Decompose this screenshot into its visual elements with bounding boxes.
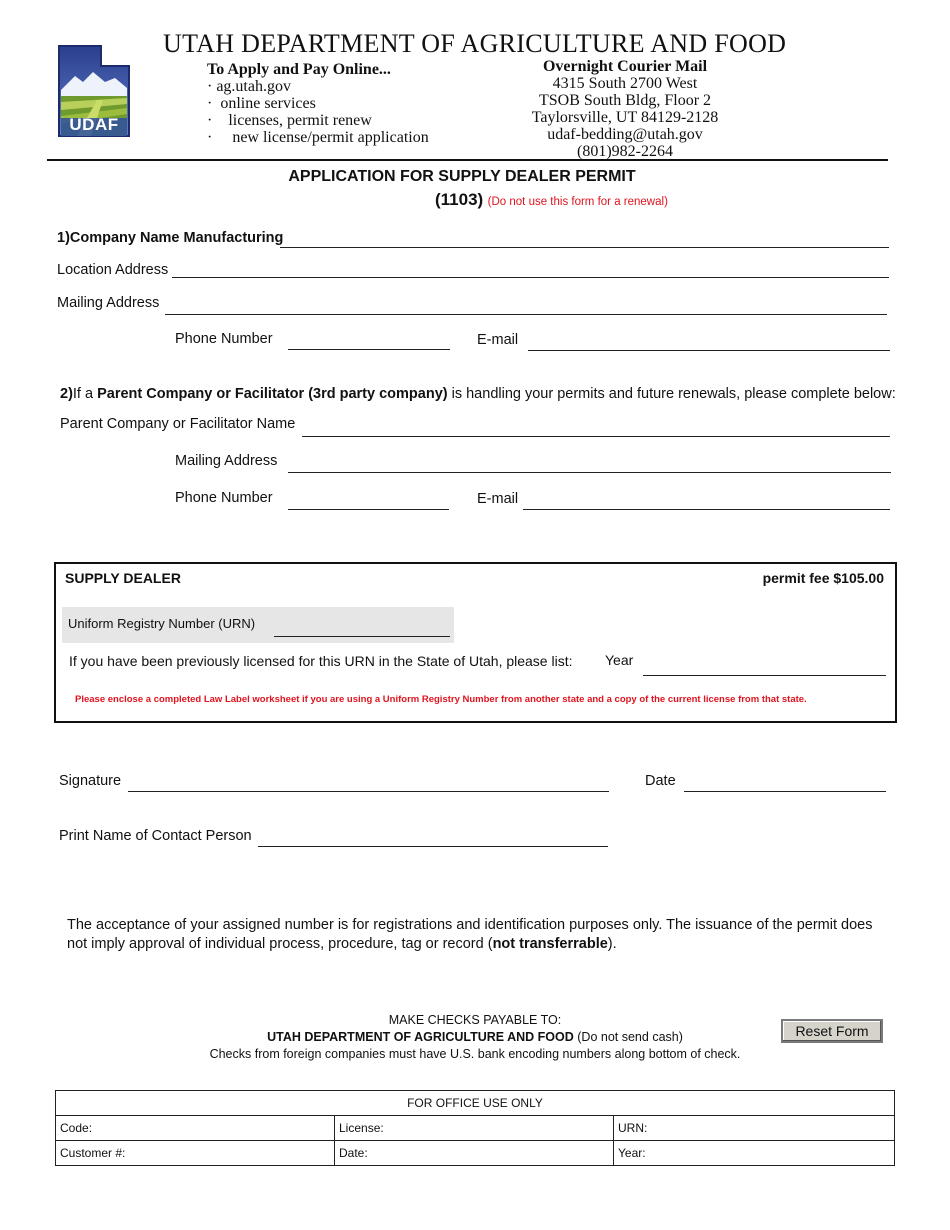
location-address-field[interactable] (172, 277, 889, 278)
signature-field[interactable] (128, 791, 609, 792)
intro-bold: Parent Company or Facilitator (3rd party company) (97, 386, 448, 402)
parent-company-intro (60, 386, 896, 402)
year-field[interactable] (643, 675, 886, 676)
email-field[interactable] (528, 350, 890, 351)
company-name-field[interactable] (280, 247, 889, 248)
agency-title: UTAH DEPARTMENT OF AGRICULTURE AND FOOD (163, 29, 787, 58)
online-list (207, 78, 429, 146)
print-name-field[interactable] (258, 846, 608, 847)
payee-line (155, 1029, 795, 1046)
foreign-checks-note: Checks from foreign companies must have U.S. bank encoding numbers along bottom of check. (209, 1047, 741, 1061)
office-row (56, 1141, 895, 1166)
courier-line: (801)982-2264 (577, 143, 673, 160)
urn-label: Uniform Registry Number (URN) (68, 616, 256, 631)
office-use-table (55, 1090, 895, 1166)
intro-pre: If a (72, 386, 98, 402)
phone-field[interactable] (288, 349, 450, 350)
section2-number: 2) (60, 386, 73, 402)
online-info (207, 61, 429, 146)
checks-payable-heading: MAKE CHECKS PAYABLE TO: (388, 1013, 562, 1027)
parent-email-label: E-mail (477, 491, 519, 507)
office-cell-year: Year: (614, 1141, 895, 1166)
online-item: · new license/permit application (207, 129, 429, 146)
parent-mailing-label: Mailing Address (175, 453, 278, 469)
year-label: Year (605, 652, 634, 668)
date-label: Date (645, 773, 676, 789)
header-rule (47, 159, 888, 161)
udaf-logo (57, 44, 131, 138)
renewal-note: (Do not use this form for a renewal) (487, 196, 668, 208)
signature-label: Signature (59, 773, 122, 789)
online-item: · licenses, permit renew (207, 112, 372, 129)
mailing-address-field[interactable] (165, 314, 887, 315)
parent-name-field[interactable] (302, 436, 890, 437)
parent-email-field[interactable] (523, 509, 890, 510)
courier-address (500, 75, 750, 160)
email-label: E-mail (477, 332, 519, 348)
location-address-label: Location Address (57, 262, 169, 278)
law-label-notice: Please enclose a completed Law Label worksheet if you are using a Uniform Registry Number from another state and a copy of the current license from that state. (75, 694, 807, 705)
courier-line: udaf-bedding@utah.gov (547, 126, 703, 143)
mailing-address-label: Mailing Address (57, 295, 160, 311)
supply-dealer-title: SUPPLY DEALER (65, 570, 181, 586)
office-cell-customer: Customer #: (56, 1141, 335, 1166)
reset-form-button[interactable]: Reset Form (781, 1019, 883, 1043)
supply-dealer-box (54, 562, 897, 723)
previous-license-label: If you have been previously licensed for this URN in the State of Utah, please list: (69, 653, 573, 669)
permit-fee: permit fee $105.00 (762, 570, 884, 586)
courier-title: Overnight Courier Mail (542, 58, 708, 75)
courier-line: 4315 South 2700 West (552, 75, 698, 92)
urn-panel (62, 607, 454, 643)
parent-mailing-field[interactable] (288, 472, 891, 473)
parent-phone-label: Phone Number (175, 490, 273, 506)
courier-info (500, 58, 750, 160)
acceptance-text (67, 916, 887, 954)
online-item: · online services (207, 95, 316, 112)
online-title: To Apply and Pay Online... (207, 61, 391, 78)
print-name-label: Print Name of Contact Person (59, 828, 252, 844)
acceptance-post: ). (607, 936, 617, 952)
date-field[interactable] (684, 791, 886, 792)
intro-post: is handling your permits and future renewals, please complete below: (447, 386, 896, 402)
office-use-title: FOR OFFICE USE ONLY (56, 1091, 895, 1116)
acceptance-bold: not transferrable (492, 936, 608, 952)
office-cell-urn: URN: (614, 1116, 895, 1141)
acceptance-pre: The acceptance of your assigned number is for registrations and identification purposes only. The issuance of the permit does not imply approval of individual process, procedure, tag or record ( (67, 917, 873, 952)
payment-info (155, 1012, 795, 1063)
online-item: · ag.utah.gov (207, 78, 291, 95)
parent-name-label: Parent Company or Facilitator Name (60, 416, 296, 432)
office-cell-license: License: (335, 1116, 614, 1141)
urn-field[interactable] (274, 636, 450, 637)
form-code: (1103) (435, 190, 484, 209)
parent-phone-field[interactable] (288, 509, 449, 510)
form-code-line (435, 190, 668, 210)
payee-name: UTAH DEPARTMENT OF AGRICULTURE AND FOOD (267, 1030, 574, 1044)
courier-line: TSOB South Bldg, Floor 2 (538, 92, 712, 109)
office-cell-code: Code: (56, 1116, 335, 1141)
logo-text: UDAF (69, 115, 119, 134)
courier-line: Taylorsville, UT 84129-2128 (531, 109, 719, 126)
company-name-label: 1)Company Name Manufacturing (57, 230, 284, 246)
office-cell-date: Date: (335, 1141, 614, 1166)
form-title: APPLICATION FOR SUPPLY DEALER PERMIT (288, 168, 636, 185)
office-row (56, 1116, 895, 1141)
phone-label: Phone Number (175, 331, 273, 347)
no-cash-note: (Do not send cash) (573, 1030, 683, 1044)
